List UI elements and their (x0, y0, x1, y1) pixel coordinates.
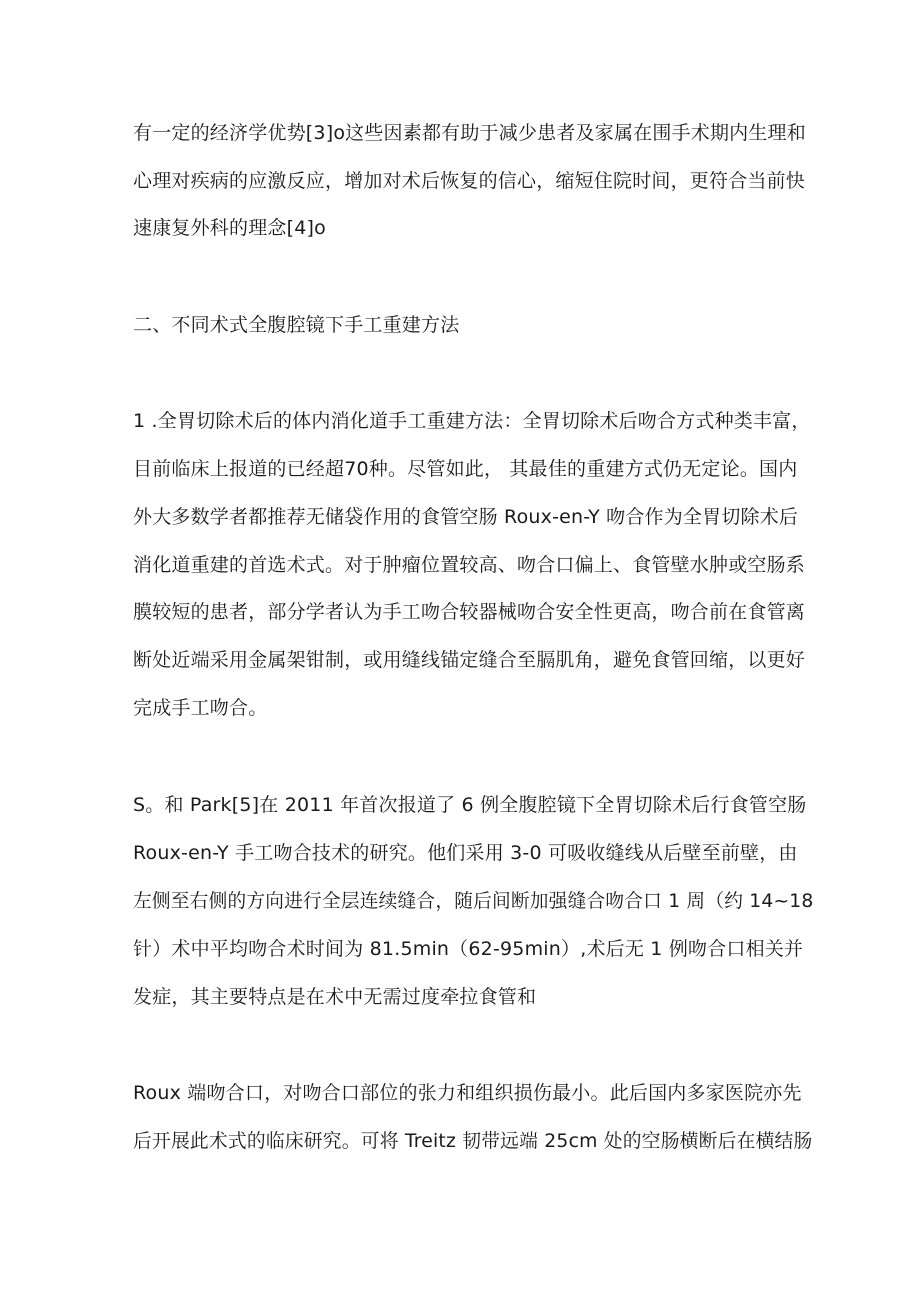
paragraph-2-line-3: 外大多数学者都推荐无储袋作用的食管空肠 Roux-en-Y 吻合作为全胃切除术后 (133, 506, 799, 528)
paragraph-1-line-1: 有一定的经济学优势[3]o这些因素都有助于减少患者及家属在围手术期内生理和 (133, 122, 806, 144)
paragraph-2-line-1: 1 .全胃切除术后的体内消化道手工重建方法：全胃切除术后吻合方式种类丰富， (133, 410, 811, 432)
paragraph-2-line-6: 断处近端采用金属架钳制，或用缝线锚定缝合至膈肌角，避免食管回缩，以更好 (133, 649, 806, 671)
paragraph-2-line-7: 完成手工吻合。 (133, 697, 268, 719)
paragraph-2-line-5: 膜较短的患者，部分学者认为手工吻合较器械吻合安全性更高，吻合前在食管离 (133, 601, 806, 623)
paragraph-1-line-2: 心理对疾病的应激反应，增加对术后恢复的信心，缩短住院时间，更符合当前快 (133, 170, 806, 192)
paragraph-2-line-2: 目前临床上报道的已经超70种。尽管如此， 其最佳的重建方式仍无定论。国内 (133, 458, 798, 480)
paragraph-3-line-3: 左侧至右侧的方向进行全层连续缝合，随后间断加强缝合吻合口 1 周（约 14~18 (133, 890, 814, 912)
section-heading: 二、不同术式全腹腔镜下手工重建方法 (133, 314, 460, 336)
paragraph-3-line-1: S。和 Park[5]在 2011 年首次报道了 6 例全腹腔镜下全胃切除术后行食管空肠 (133, 794, 807, 816)
paragraph-2-line-4: 消化道重建的首选术式。对于肿瘤位置较高、吻合口偏上、食管壁水肿或空肠系 (133, 554, 806, 576)
paragraph-4-line-1: Roux 端吻合口，对吻合口部位的张力和组织损伤最小。此后国内多家医院亦先 (133, 1082, 802, 1104)
paragraph-3-line-5: 发症，其主要特点是在术中无需过度牵拉食管和 (133, 986, 537, 1008)
paragraph-3-line-4: 针）术中平均吻合术时间为 81.5min（62-95min）,术后无 1 例吻合口相关并 (133, 938, 804, 960)
paragraph-3-line-2: Roux-en-Y 手工吻合技术的研究。他们采用 3-0 可吸收缝线从后壁至前壁，由 (133, 842, 798, 864)
paragraph-1-line-3: 速康复外科的理念[4]o (133, 217, 326, 239)
paragraph-4-line-2: 后开展此术式的临床研究。可将 Treitz 韧带远端 25cm 处的空肠横断后在横结肠 (133, 1130, 813, 1152)
